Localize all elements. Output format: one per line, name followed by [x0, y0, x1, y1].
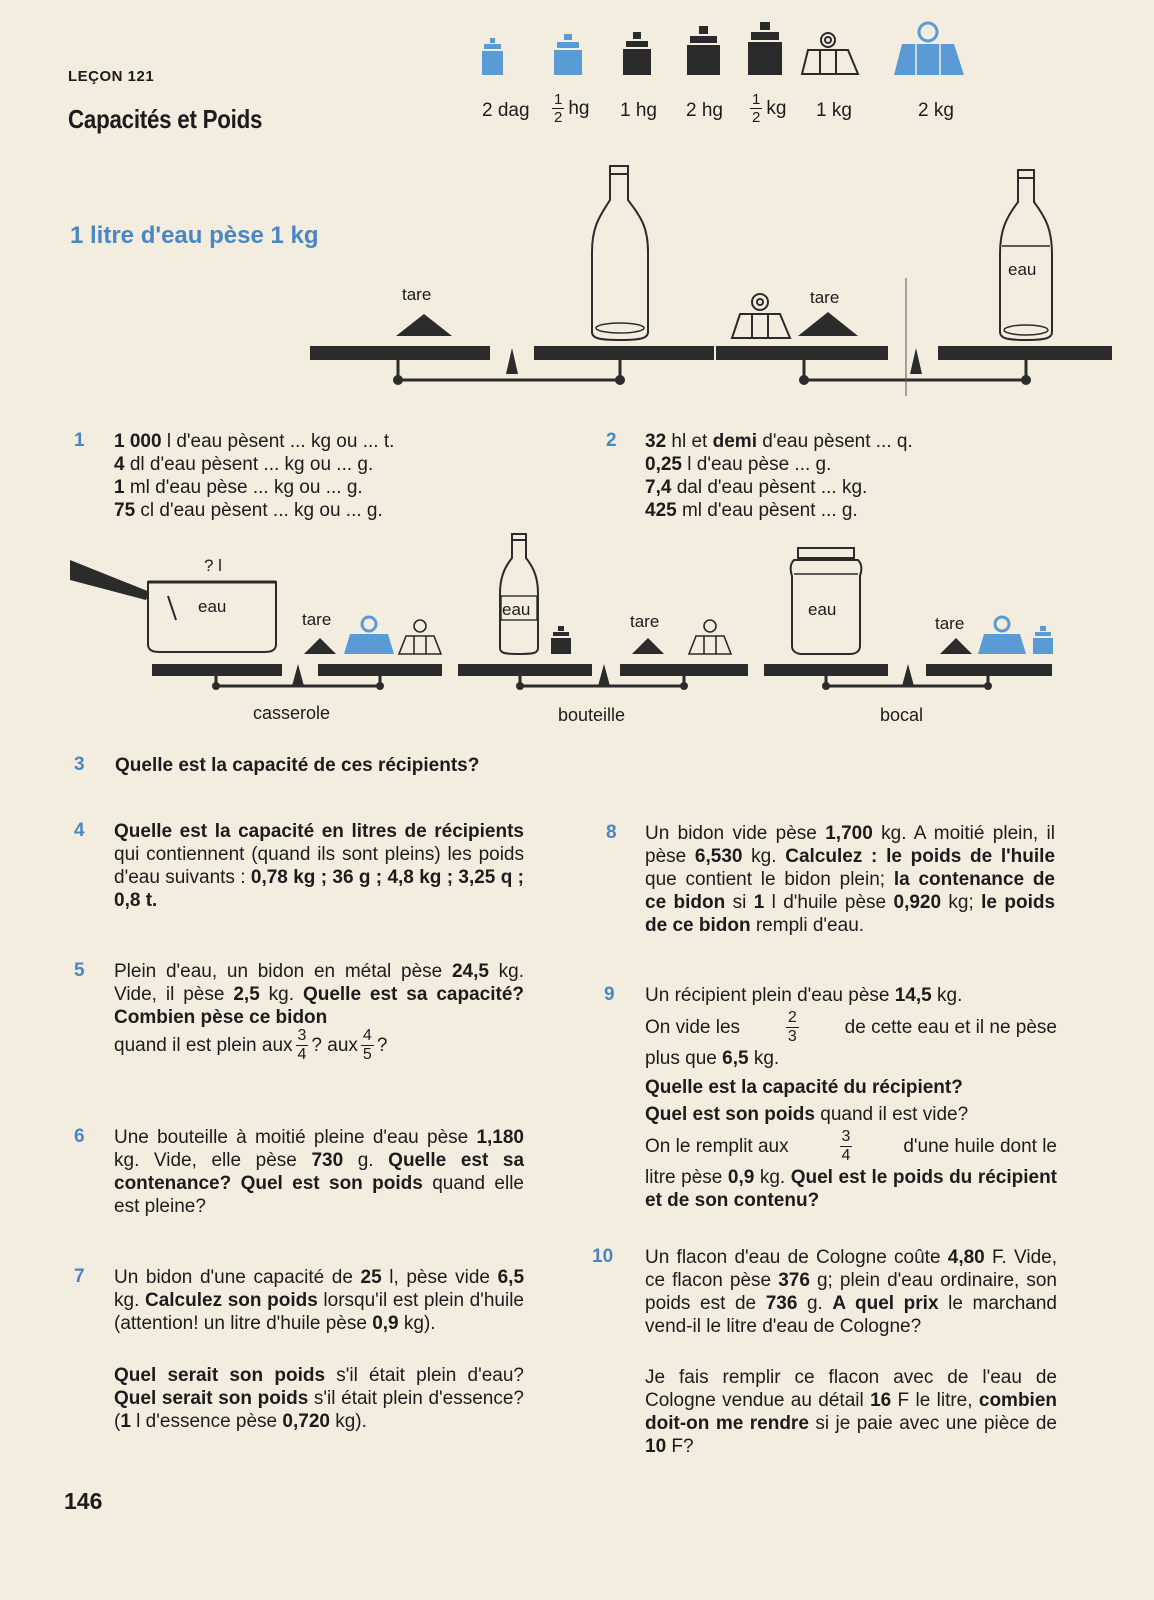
exercise-2 — [645, 430, 1105, 522]
text: F. Vide, ce flacon pèse — [645, 1247, 1057, 1291]
text: Un bidon d'une capacité de — [114, 1267, 361, 1288]
bold-value: 32 — [645, 431, 667, 452]
page-number: 146 — [64, 1488, 103, 1514]
page-title: Capacités et Poids — [68, 104, 263, 134]
tare-triangle-icon — [940, 638, 972, 654]
bold-text: la contenance de ce bidon — [645, 869, 1056, 913]
text: kg. — [748, 1048, 780, 1069]
text: quand elle est pleine? — [114, 1173, 524, 1217]
top-balances-diagram — [310, 160, 1140, 400]
caption-casserole: casserole — [253, 703, 331, 723]
bold-value: 1 — [753, 892, 765, 913]
fraction-numerator: 3 — [841, 1127, 851, 1145]
bold-text: le poids de ce bidon — [645, 892, 1056, 936]
bold-text: Quelle est sa capacité? Combien pèse ce bidon — [114, 984, 524, 1028]
exercise-line — [114, 476, 554, 499]
line-text: dal d'eau pèsent ... kg. — [671, 477, 868, 498]
tare-label: tare — [302, 610, 332, 629]
weight-label-2dag: 2 dag — [482, 100, 530, 121]
line-text: l d'eau pèse ... g. — [681, 454, 832, 475]
exercise-3: Quelle est la capacité de ces récipients? — [115, 755, 480, 776]
bold-text: Quelle est la capacité du récipient? — [645, 1077, 963, 1098]
weight-2kg-icon — [894, 23, 964, 75]
weight-label-2kg: 2 kg — [918, 100, 954, 121]
line-text: l d'eau pèsent ... kg ou ... t. — [161, 431, 395, 452]
weight-label-1kg: 1 kg — [816, 100, 852, 121]
text: kg. Vide, il pèse — [114, 961, 524, 1005]
bold-text: combien doit-on me rendre — [645, 1390, 1057, 1434]
text: F? — [666, 1436, 694, 1457]
weight-label-1hg: 1 hg — [620, 100, 657, 121]
weights-illustration — [470, 18, 990, 82]
bold-value: 7,4 — [645, 477, 672, 498]
balance-1 — [310, 166, 714, 385]
exercise-number: 3 — [74, 754, 85, 775]
tare-triangle-icon — [632, 638, 664, 654]
exercise-line — [645, 430, 1105, 453]
bold-value: 6,5 — [722, 1048, 749, 1069]
text: si je paie avec une pièce de — [808, 1413, 1057, 1434]
exercise-line — [645, 1103, 1057, 1126]
exercise-line — [645, 476, 1105, 499]
text: kg; — [941, 892, 974, 913]
bold-value: 0,920 — [893, 892, 942, 913]
weight-1hg-icon — [551, 626, 571, 654]
text: l d'essence pèse — [130, 1411, 283, 1432]
exercise-6 — [114, 1126, 524, 1218]
tare-label: tare — [935, 614, 965, 633]
fraction — [552, 92, 564, 125]
exercise-7-part-2 — [114, 1364, 524, 1433]
fraction-numerator: 1 — [554, 91, 563, 108]
tare-triangle-icon — [304, 638, 336, 654]
weight-2hg-icon — [687, 26, 720, 75]
fraction-denominator: 4 — [841, 1146, 851, 1164]
bold-value: 1,700 — [825, 823, 873, 844]
weight-unit: hg — [568, 97, 590, 119]
exercise-line — [645, 984, 1057, 1007]
exercise-10 — [645, 1246, 1057, 1338]
text: lorsqu'il est plein d'huile (attention! un litre d'huile pèse — [114, 1290, 524, 1334]
line-text: d'eau pèsent ... q. — [756, 431, 913, 452]
bold-value: 1,180 — [476, 1127, 524, 1148]
exercise-number: 5 — [74, 960, 85, 981]
bold-value: 6,530 — [694, 846, 743, 867]
text: quand il est vide? — [814, 1104, 969, 1125]
exercise-line — [645, 1166, 1057, 1212]
bold-value: 425 — [645, 500, 677, 521]
exercise-line — [645, 453, 1105, 476]
exercise-number: 4 — [74, 820, 85, 841]
text: plus que — [645, 1048, 723, 1069]
bold-value: 25 — [360, 1267, 382, 1288]
bold-value: 75 — [114, 500, 136, 521]
fraction — [840, 1129, 853, 1164]
weight-half-hg-icon — [554, 34, 582, 75]
line-text: dl d'eau pèsent ... kg ou ... g. — [124, 454, 374, 475]
exercise-number: 8 — [606, 822, 617, 843]
exercise-9 — [645, 984, 1057, 1212]
exercise-5 — [114, 960, 524, 1029]
jar-lid-icon — [798, 548, 854, 558]
weight-1kg-icon — [802, 33, 858, 74]
line-text: ml d'eau pèse ... kg ou ... g. — [124, 477, 363, 498]
weight-1kg-icon — [399, 620, 441, 654]
exercise-line — [645, 499, 1105, 522]
weight-2dag-icon — [482, 38, 503, 75]
weight-half-hg-icon — [1033, 626, 1053, 654]
text: kg. — [742, 846, 786, 867]
bottle-content-label: eau — [1008, 260, 1037, 279]
exercise-line — [114, 499, 554, 522]
line-text: cl d'eau pèsent ... kg ou ... g. — [135, 500, 383, 521]
exercise-number: 9 — [604, 984, 615, 1005]
fraction-denominator: 2 — [752, 109, 761, 126]
text: s'il était plein d'eau? — [325, 1365, 524, 1386]
tare-label: tare — [402, 285, 432, 304]
caption-bouteille: bouteille — [558, 705, 626, 725]
text: kg. A moitié plein, il pèse — [645, 823, 1055, 867]
exercise-line — [645, 1007, 1057, 1047]
exercise-line — [114, 453, 554, 476]
fraction-denominator: 5 — [362, 1046, 372, 1063]
fraction-denominator: 4 — [297, 1046, 307, 1063]
exercise-5-fractions — [114, 1028, 387, 1063]
bold-value: 376 — [778, 1270, 810, 1291]
exercise-number: 7 — [74, 1266, 85, 1287]
headline: 1 litre d'eau pèse 1 kg — [70, 222, 319, 249]
bold-text: Calculez son poids — [144, 1290, 318, 1311]
fraction — [361, 1028, 374, 1063]
capacity-question-label: ? l — [204, 556, 222, 575]
text: Un récipient plein d'eau pèse — [645, 985, 895, 1006]
bold-value: 14,5 — [894, 985, 932, 1006]
bold-value: 4,80 — [947, 1247, 985, 1268]
bold-value: 0,9 — [372, 1313, 399, 1334]
bold-value: 0,9 — [727, 1167, 755, 1188]
exercise-number: 1 — [74, 430, 85, 451]
bold-text: le poids de l'huile — [886, 846, 1056, 867]
weight-label-half-hg — [550, 92, 589, 125]
bottle-icon — [500, 534, 538, 654]
weight-half-kg-icon — [748, 22, 782, 75]
tare-label: tare — [630, 612, 660, 631]
text: Une bouteille à moitié pleine d'eau pèse — [114, 1127, 477, 1148]
bold-value: 0,720 — [282, 1411, 330, 1432]
text: de cette eau et il ne pèse — [844, 1016, 1057, 1038]
fraction-numerator: 2 — [787, 1008, 797, 1026]
exercise-1 — [114, 430, 554, 522]
weight-1hg-icon — [623, 32, 651, 75]
bottle-icon — [592, 166, 648, 340]
text: que contient le bidon plein; — [645, 869, 894, 890]
exercise-7 — [114, 1266, 524, 1335]
bold-value: 736 — [765, 1293, 798, 1314]
text: On vide les — [645, 1016, 741, 1038]
bold-text: Quel serait son poids — [114, 1365, 326, 1386]
weight-label-2hg: 2 hg — [686, 100, 723, 121]
text: le marchand vend-il le litre d'eau de Cologne? — [645, 1293, 1057, 1337]
bold-text: Quel est le poids du récipient et de son contenu? — [645, 1167, 1058, 1211]
weight-1kg-icon — [689, 620, 731, 654]
text: Je fais remplir ce flacon avec de l'eau de Cologne vendue au détail — [645, 1367, 1057, 1411]
bold-text: Calculez : — [785, 846, 878, 867]
bold-value: 1 000 — [114, 431, 162, 452]
text: g; plein d'eau ordinaire, son poids est de — [645, 1270, 1058, 1314]
bold-values: 0,78 kg ; 36 g ; 4,8 kg ; 3,25 q ; 0,8 t. — [114, 867, 524, 911]
exercise-8 — [645, 822, 1055, 937]
bold-text: A quel prix — [832, 1293, 939, 1314]
bold-value: 6,5 — [497, 1267, 525, 1288]
tare-triangle-icon — [798, 312, 858, 336]
bold-text: Quelle est sa contenance? Quel est son poids — [114, 1150, 525, 1194]
text: kg. — [259, 984, 303, 1005]
text: g. — [797, 1293, 833, 1314]
text: kg. — [754, 1167, 791, 1188]
text: d'une huile dont le — [903, 1135, 1057, 1157]
text: qui contiennent (quand ils sont pleins) les poids d'eau suivants : — [114, 844, 524, 888]
bold-value: 2,5 — [233, 984, 260, 1005]
saucepan-icon — [148, 582, 276, 652]
caption-bocal: bocal — [880, 705, 924, 725]
text: litre pèse — [645, 1167, 728, 1188]
text: kg. — [931, 985, 963, 1006]
text: ? — [376, 1035, 388, 1056]
balance-casserole — [70, 560, 442, 690]
bold-value: 16 — [870, 1390, 892, 1411]
bold-text: Quel est son poids — [645, 1104, 815, 1125]
text: Un flacon d'eau de Cologne coûte — [645, 1247, 948, 1268]
fraction — [786, 1010, 799, 1045]
tare-label: tare — [810, 288, 840, 307]
fraction-numerator: 4 — [362, 1027, 372, 1044]
saucepan-handle-icon — [70, 560, 150, 600]
bold-value: 1 — [120, 1411, 131, 1432]
line-text: ml d'eau pèsent ... g. — [676, 500, 858, 521]
text: kg). — [398, 1313, 436, 1334]
bottle-content-label: eau — [502, 600, 531, 619]
text: kg). — [329, 1411, 367, 1432]
bold-value: 1 — [114, 477, 125, 498]
fraction-denominator: 2 — [554, 109, 563, 126]
text: rempli d'eau. — [750, 915, 865, 936]
exercise-line — [645, 1126, 1057, 1166]
fraction — [750, 92, 762, 125]
bold-value: 10 — [645, 1436, 667, 1457]
text: kg. Vide, elle pèse — [114, 1150, 312, 1171]
fraction-denominator: 3 — [787, 1027, 797, 1045]
balance-2 — [716, 170, 1112, 396]
text: l, pèse vide — [381, 1267, 498, 1288]
bold-text: Quelle est la capacité en litres de récipients — [114, 821, 524, 842]
exercise-line — [645, 1047, 1057, 1070]
bold-value: demi — [712, 431, 757, 452]
fraction-numerator: 3 — [297, 1027, 307, 1044]
fraction — [296, 1028, 309, 1063]
exercise-10-part-2 — [645, 1366, 1057, 1458]
weight-unit: kg — [766, 97, 787, 119]
text: quand il est plein aux — [114, 1035, 293, 1056]
fraction-numerator: 1 — [752, 91, 761, 108]
bold-text: Quel serait son poids — [114, 1388, 309, 1409]
lesson-number: LEÇON 121 — [68, 68, 155, 85]
text: F le litre, — [891, 1390, 979, 1411]
text: si — [725, 892, 754, 913]
bottle-icon — [1000, 170, 1052, 340]
text: l d'huile pèse — [764, 892, 894, 913]
exercise-4 — [114, 820, 524, 912]
exercise-line — [114, 430, 554, 453]
weight-2kg-icon — [344, 617, 394, 654]
bold-value: 4 — [114, 454, 125, 475]
text: s'il était plein d'essence? ( — [114, 1388, 524, 1432]
bold-value: 0,25 — [645, 454, 682, 475]
weight-2kg-icon — [978, 617, 1026, 654]
exercise-number: 10 — [592, 1246, 614, 1267]
weight-label-half-kg — [748, 92, 786, 125]
line-text: hl et — [666, 431, 713, 452]
text: Plein d'eau, un bidon en métal pèse — [114, 961, 452, 982]
jar-content-label: eau — [808, 600, 837, 619]
text: On le remplit aux — [645, 1135, 789, 1157]
exercise-number: 2 — [606, 430, 617, 451]
text: g. — [343, 1150, 389, 1171]
text: Un bidon vide pèse — [645, 823, 826, 844]
tare-triangle-icon — [396, 314, 452, 336]
exercise-number: 6 — [74, 1126, 85, 1147]
weight-1kg-icon — [732, 294, 790, 338]
text: kg. — [114, 1290, 145, 1311]
bold-value: 730 — [311, 1150, 344, 1171]
saucepan-content-label: eau — [198, 597, 227, 616]
text: ? aux — [311, 1035, 358, 1056]
exercise-line — [645, 1076, 1057, 1099]
bold-value: 24,5 — [451, 961, 489, 982]
